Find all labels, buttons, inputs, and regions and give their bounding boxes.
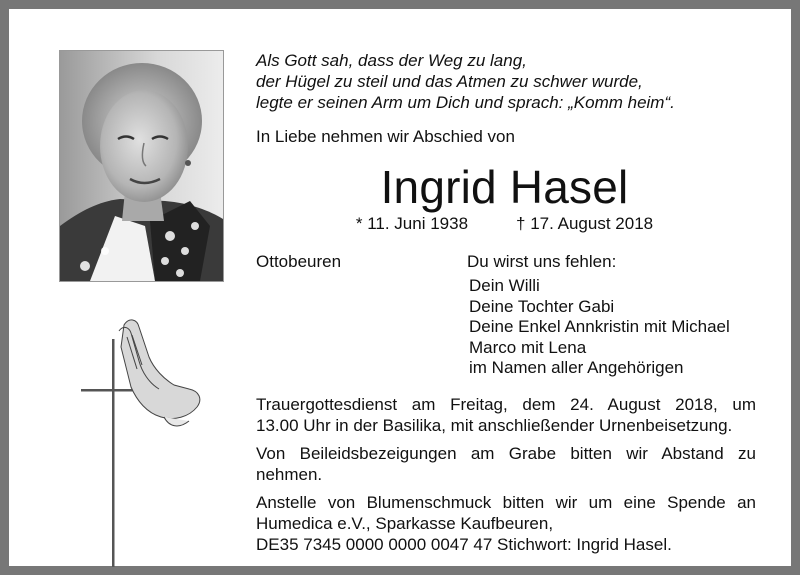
donation-line: Anstelle von Blumenschmuck bitten wir um eine Spende an <box>256 493 756 512</box>
cross-praying-hands-icon <box>79 317 209 567</box>
portrait-illustration <box>60 51 223 281</box>
poem <box>256 50 675 113</box>
deceased-name: Ingrid Hasel <box>380 161 629 213</box>
life-dates <box>257 214 752 234</box>
place: Ottobeuren <box>256 252 342 271</box>
poem-line: legte er seinen Arm um Dich und sprach: „Komm heim“. <box>256 93 675 112</box>
mourners-list <box>469 276 730 379</box>
mourner-line: Deine Tochter Gabi <box>469 296 615 316</box>
death-date: † 17. August 2018 <box>516 214 654 233</box>
donation-line: Humedica e.V., Sparkasse Kaufbeuren, <box>256 514 554 533</box>
mourner-line: Deine Enkel Annkristin mit Michael <box>469 317 730 336</box>
portrait-photo <box>59 50 224 282</box>
mourner-line: Marco mit Lena <box>469 337 587 357</box>
donation-line: DE35 7345 0000 0000 0047 47 Stichwort: Ingrid Hasel. <box>256 535 672 554</box>
service-line: 13.00 Uhr in der Basilika, mit anschließender Urnenbeisetzung. <box>256 416 733 435</box>
poem-line: Als Gott sah, dass der Weg zu lang, <box>256 51 527 70</box>
mourner-line: Dein Willi <box>469 276 540 295</box>
service-paragraph <box>256 394 756 436</box>
service-line: Trauergottesdienst am Freitag, dem 24. August 2018, um <box>256 395 756 414</box>
condolence-line: Von Beileidsbezeigungen am Grabe bitten wir Abstand zu <box>256 444 756 463</box>
condolence-line: nehmen. <box>256 465 323 484</box>
condolence-paragraph <box>256 443 756 485</box>
donation-paragraph <box>256 492 756 555</box>
birth-date: * 11. Juni 1938 <box>355 214 469 233</box>
mourner-line: im Namen aller Angehörigen <box>469 358 684 377</box>
poem-line: der Hügel zu steil und das Atmen zu schwer wurde, <box>256 72 643 91</box>
service-information <box>256 394 756 562</box>
intro-text: In Liebe nehmen wir Abschied von <box>256 127 515 146</box>
mourners-heading: Du wirst uns fehlen: <box>467 252 617 271</box>
